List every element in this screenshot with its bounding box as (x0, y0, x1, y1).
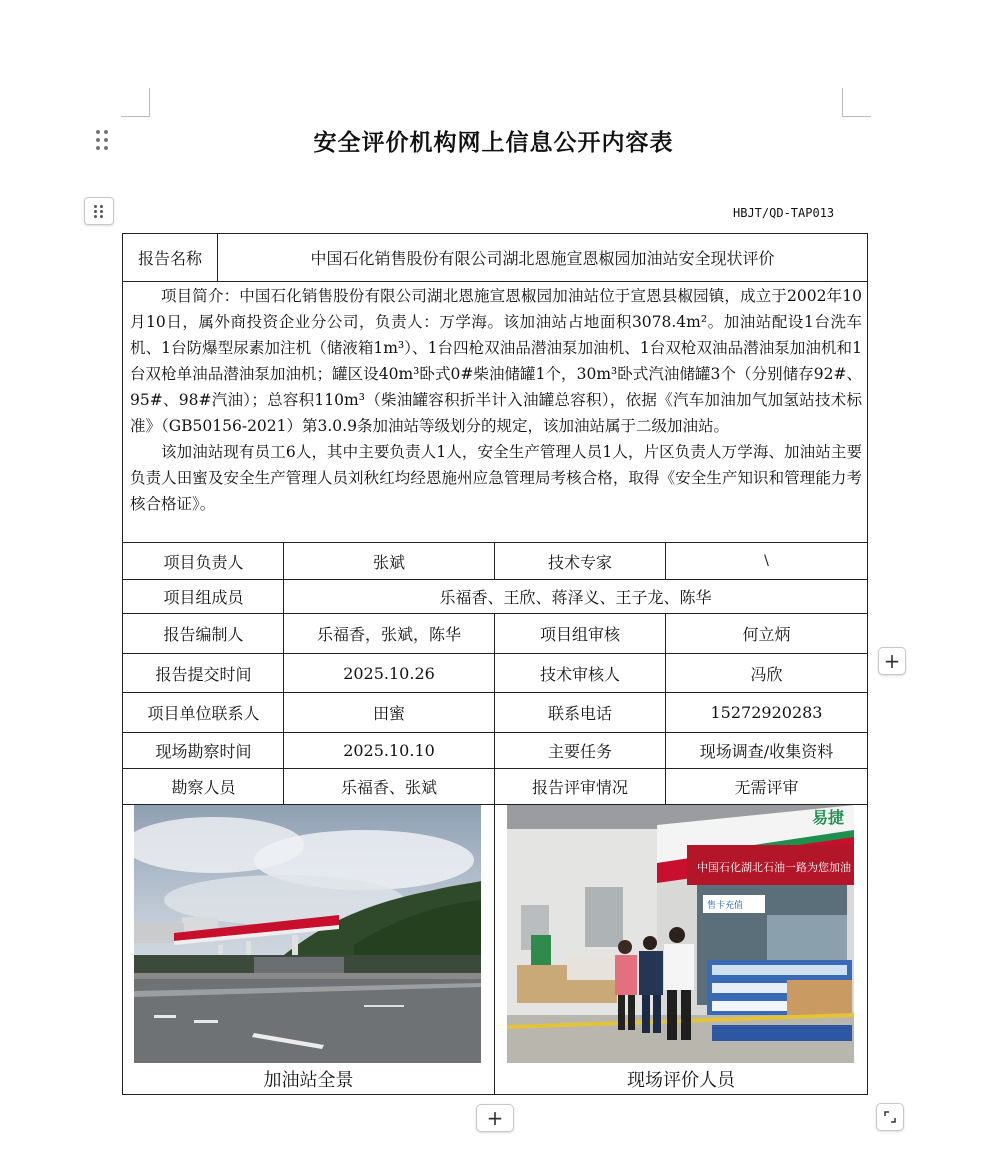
review-status-value: 无需评审 (734, 778, 799, 797)
table-move-handle-icon[interactable] (84, 197, 114, 225)
resize-icon (882, 1109, 898, 1125)
review-label: 项目组审核 (539, 625, 620, 644)
intro-paragraph: 项目简介：中国石化销售股份有限公司湖北恩施宣恩椒园加油站位于宣恩县椒园镇，成立于2002年10月10日，属外商投资企业分公司，负责人：万学海。该加油站占地面积3078.4m²。加油站配设1台洗车机、1台防爆型尿素加注机（储液箱1m³）、1台四枪双油品潜油泵加油机、1台双枪双油品潜油泵加油机和1台双枪单油品潜油泵加油机；罐区设40m³卧式0#柴油储罐1个，30m³卧式汽油储罐3个（分别储存92#、95#、98#汽油）；总容积110m³（柴油罐容积折半计入油罐总容积），依据《汽车加油加气加氢站技术标准》（GB50156-2021）第3.0.9条加油站等级划分的规定，该加油站属于二级加油站。 (130, 287, 862, 435)
page-corner-top-right (842, 88, 871, 117)
intro-paragraph: 该加油站现有员工6人，其中主要负责人1人，安全生产管理人员1人，片区负责人万学海、加油站主要负责人田蜜及安全生产管理人员刘秋红均经恩施州应急管理局考核合格，取得《安全生产知识和管理能力考核合格证》。 (130, 443, 862, 513)
page-title: 安全评价机构网上信息公开内容表 (313, 129, 674, 156)
report-name-label: 报告名称 (137, 249, 202, 268)
review-value: 何立炳 (742, 625, 791, 644)
gas-station-photo (134, 805, 481, 1063)
survey-time-value: 2025.10.10 (343, 741, 435, 760)
surveyors-label: 勘察人员 (171, 778, 236, 797)
surveyors-value: 乐福香、张斌 (340, 778, 437, 797)
tech-reviewer-label: 技术审核人 (539, 664, 620, 684)
contact-value: 田蜜 (372, 704, 405, 723)
phone-label: 联系电话 (547, 704, 612, 723)
card-sign-text: 售卡充值 (707, 901, 744, 911)
members-value: 乐福香、王欣、蒋泽义、王子龙、陈华 (439, 588, 712, 607)
author-label: 报告编制人 (163, 625, 244, 644)
leader-value: 张斌 (372, 552, 405, 572)
tech-reviewer-value: 冯欣 (750, 664, 783, 684)
shop-sign-text: 易捷 (812, 808, 845, 827)
report-name-value: 中国石化销售股份有限公司湖北恩施宣恩椒园加油站安全现状评价 (310, 249, 775, 268)
add-column-button[interactable]: + (878, 647, 906, 675)
project-intro (130, 283, 862, 517)
document-code: HBJT/QD-TAP013 (733, 206, 835, 220)
author-value: 乐福香，张斌，陈华 (316, 625, 461, 644)
left-photo-caption: 加油站全景 (263, 1070, 354, 1091)
submit-time-value: 2025.10.26 (343, 663, 435, 683)
review-status-label: 报告评审情况 (531, 778, 628, 797)
page-corner-top-left (121, 88, 150, 117)
submit-time-label: 报告提交时间 (155, 664, 252, 684)
survey-time-label: 现场勘察时间 (155, 742, 252, 761)
expert-label: 技术专家 (547, 552, 612, 572)
resize-table-button[interactable] (876, 1103, 904, 1131)
expert-value: \ (764, 553, 769, 569)
right-photo-caption: 现场评价人员 (627, 1070, 735, 1091)
main-task-label: 主要任务 (547, 742, 612, 761)
shop-banner-text: 中国石化湖北石油一路为您加油 (697, 861, 851, 874)
leader-label: 项目负责人 (163, 552, 244, 572)
main-task-value: 现场调查/收集资料 (699, 742, 834, 761)
contact-label: 项目单位联系人 (147, 704, 260, 723)
phone-value: 15272920283 (710, 703, 823, 722)
members-label: 项目组成员 (163, 588, 244, 607)
add-row-button[interactable]: + (476, 1104, 514, 1132)
staff-photo (507, 805, 854, 1063)
